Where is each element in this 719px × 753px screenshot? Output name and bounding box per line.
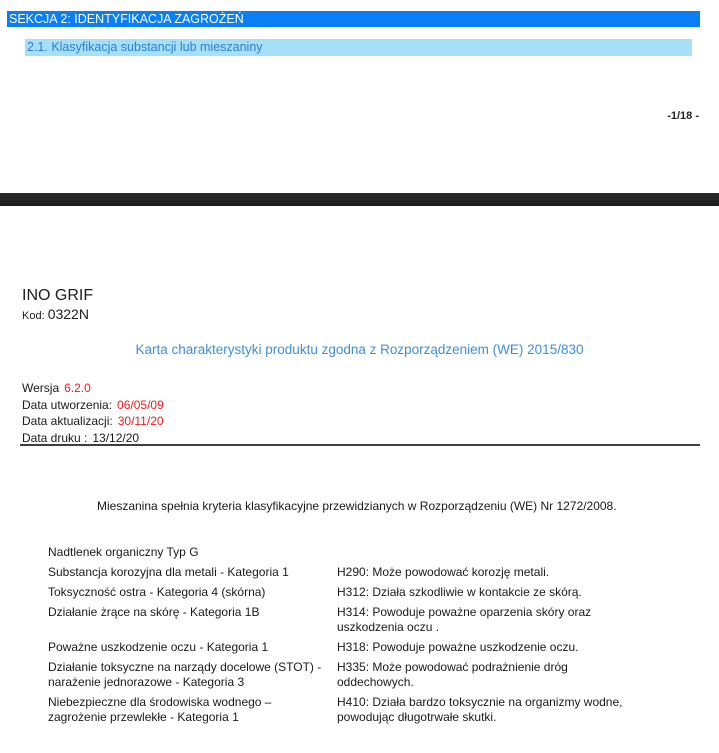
hazard-statement: H318: Powoduje poważne uszkodzenie oczu. bbox=[337, 640, 579, 654]
hazard-class: Poważne uszkodzenie oczu - Kategoria 1 bbox=[48, 640, 269, 654]
hazard-statement: H335: Może powodować podrażnienie dróg oddechowych. bbox=[337, 660, 568, 689]
version-meta-block bbox=[22, 380, 164, 446]
classification-row bbox=[48, 640, 698, 655]
classification-row bbox=[48, 660, 698, 690]
hazard-class: Działanie żrące na skórę - Kategoria 1B bbox=[48, 605, 260, 619]
subsection-header-bar: 2.1. Klasyfikacja substancji lub mieszaniny bbox=[25, 39, 692, 56]
classification-row bbox=[48, 545, 698, 560]
meta-label: Data aktualizacji: bbox=[22, 414, 113, 428]
hazard-statement: H314: Powoduje poważne oparzenia skóry oraz uszkodzenia oczu . bbox=[337, 605, 592, 634]
hazard-class: Nadtlenek organiczny Typ G bbox=[48, 545, 199, 559]
meta-value: 06/05/09 bbox=[117, 397, 164, 412]
product-code-line bbox=[22, 306, 89, 322]
hazard-class: Toksyczność ostra - Kategoria 4 (skórna) bbox=[48, 585, 266, 599]
meta-value: 13/12/20 bbox=[92, 430, 140, 445]
meta-line-version bbox=[22, 380, 164, 397]
hazard-classification-list bbox=[48, 545, 698, 730]
meta-label: Data utworzenia: bbox=[22, 397, 113, 412]
document-title: Karta charakterystyki produktu zgodna z Rozporządzeniem (WE) 2015/830 bbox=[135, 342, 584, 357]
meta-value: 6.2.0 bbox=[64, 381, 91, 395]
meta-label: Data druku : bbox=[22, 430, 88, 445]
product-code-value: 0322N bbox=[47, 306, 89, 322]
page-number: -1/18 - bbox=[667, 110, 699, 122]
hazard-class: Substancja korozyjna dla metali - Kategoria 1 bbox=[48, 565, 289, 579]
hazard-statement: H312: Działa szkodliwie w kontakcie ze skórą. bbox=[337, 585, 582, 599]
hazard-statement: H290: Może powodować korozję metali. bbox=[337, 565, 550, 579]
classification-row bbox=[48, 605, 698, 635]
classification-row bbox=[48, 585, 698, 600]
meta-line-created bbox=[22, 397, 164, 414]
classification-row bbox=[48, 565, 698, 580]
hazard-statement: H410: Działa bardzo toksycznie na organizmy wodne, powodując długotrwałe skutki. bbox=[337, 695, 623, 724]
company-name: INO GRIF bbox=[22, 287, 94, 304]
horizontal-rule bbox=[20, 444, 700, 446]
classification-intro-paragraph: Mieszanina spełnia kryteria klasyfikacyjne przewidzianych w Rozporządzeniu (WE) Nr 1272/2008. bbox=[97, 499, 617, 513]
meta-label: Wersja bbox=[22, 381, 60, 395]
hazard-class: Niebezpieczne dla środowiska wodnego – zagrożenie przewlekłe - Kategoria 1 bbox=[48, 695, 272, 724]
product-code-label: Kod: bbox=[22, 310, 45, 322]
hazard-class: Działanie toksyczne na narządy docelowe (STOT) - narażenie jednorazowe - Kategoria 3 bbox=[48, 660, 322, 689]
meta-line-updated bbox=[22, 413, 164, 430]
meta-value: 30/11/20 bbox=[117, 414, 164, 428]
section-header-bar: SEKCJA 2: IDENTYFIKACJA ZAGROŻEŃ bbox=[7, 11, 700, 27]
classification-row bbox=[48, 695, 698, 725]
page-break-separator bbox=[0, 193, 719, 206]
